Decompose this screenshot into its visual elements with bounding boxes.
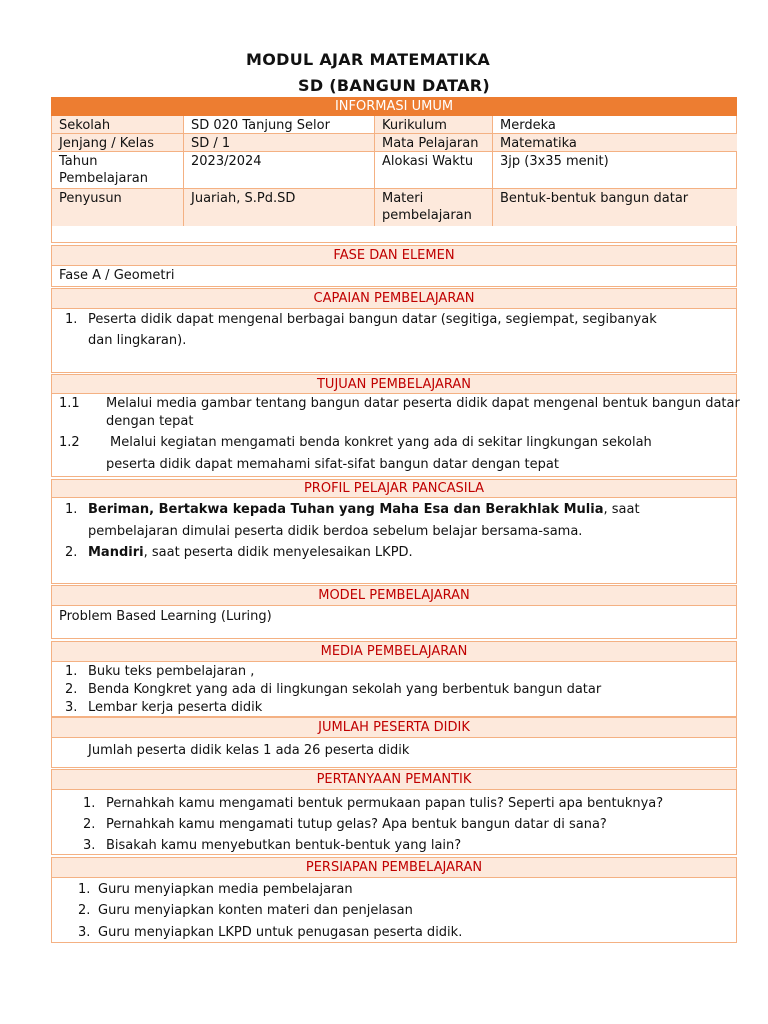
tujuan-number: 1.1 [59,396,80,411]
info-label-line: pembelajaran [382,208,472,223]
persiapan-item: Guru menyiapkan LKPD untuk penugasan peserta didik. [98,925,463,940]
profil-line: pembelajaran dimulai peserta didik berdoa sebelum belajar bersama-sama. [88,524,583,539]
info-label: Mata Pelajaran [375,134,493,152]
section-header-tujuan: TUJUAN PEMBELAJARAN [51,374,737,394]
model-text: Problem Based Learning (Luring) [51,606,737,639]
profil-bold: Beriman, Bertakwa kepada Tuhan yang Maha Esa dan Berakhlak Mulia [88,502,604,517]
pemantik-number: 2. [83,817,96,832]
tujuan-line: dengan tepat [106,414,194,429]
info-row-sekolah [52,116,738,134]
info-label [52,152,184,189]
persiapan-item: Guru menyiapkan media pembelajaran [98,882,353,897]
capaian-line: Peserta didik dapat mengenal berbagai bangun datar (segitiga, segiempat, segibanyak [88,312,657,327]
document-title: MODUL AJAR MATEMATIKA [246,50,491,69]
persiapan-number: 3. [78,925,91,940]
profil-number: 1. [65,502,78,517]
info-label: Alokasi Waktu [375,152,493,189]
pemantik-item: Bisakah kamu menyebutkan bentuk-bentuk yang lain? [106,838,462,853]
section-header-profil: PROFIL PELAJAR PANCASILA [51,479,737,498]
jumlah-text: Jumlah peserta didik kelas 1 ada 26 peserta didik [51,738,737,768]
info-value: Juariah, S.Pd.SD [184,189,375,226]
spacer-row [51,226,737,243]
capaian-number: 1. [65,312,78,327]
media-item: Lembar kerja peserta didik [88,700,263,715]
profil-rest: , saat peserta didik menyelesaikan LKPD. [143,545,413,560]
pemantik-item: Pernahkah kamu mengamati tutup gelas? Apa bentuk bangun datar di sana? [106,817,607,832]
profil-item [88,544,413,562]
document-subtitle: SD (BANGUN DATAR) [298,76,490,95]
info-label-line: Pembelajaran [59,171,148,186]
section-header-informasi-umum: INFORMASI UMUM [51,97,737,116]
info-label-line: Materi [382,191,424,206]
section-header-jumlah: JUMLAH PESERTA DIDIK [51,717,737,738]
info-value: Merdeka [493,116,737,134]
info-label [375,189,493,226]
tujuan-content [51,394,740,477]
pemantik-content [51,790,737,855]
persiapan-content [51,878,737,943]
tujuan-line: Melalui media gambar tentang bangun datar peserta didik dapat mengenal bentuk bangun datar [106,396,740,411]
profil-rest: , saat [603,502,640,517]
capaian-line: dan lingkaran). [88,333,187,348]
media-number: 1. [65,664,78,679]
persiapan-number: 1. [78,882,91,897]
pemantik-item: Pernahkah kamu mengamati bentuk permukaan papan tulis? Seperti apa bentuknya? [106,796,664,811]
section-header-capaian: CAPAIAN PEMBELAJARAN [51,288,737,309]
info-label: Jenjang / Kelas [52,134,184,152]
profil-item [88,501,640,519]
section-header-fase: FASE DAN ELEMEN [51,245,737,266]
capaian-content [51,309,737,373]
media-number: 3. [65,700,78,715]
info-row-jenjang [52,134,738,152]
info-label: Kurikulum [375,116,493,134]
tujuan-number: 1.2 [59,435,80,450]
section-header-media: MEDIA PEMBELAJARAN [51,641,737,662]
media-item: Buku teks pembelajaran , [88,664,255,679]
info-value: Matematika [493,134,737,152]
media-content [51,662,737,717]
info-table [51,116,737,226]
info-label: Sekolah [52,116,184,134]
profil-bold: Mandiri [88,545,144,560]
fase-text: Fase A / Geometri [51,266,737,287]
profil-number: 2. [65,545,78,560]
info-value: 3jp (3x35 menit) [493,152,737,189]
info-row-tahun [52,152,738,189]
tujuan-line: Melalui kegiatan mengamati benda konkret yang ada di sekitar lingkungan sekolah [110,435,652,450]
media-number: 2. [65,682,78,697]
info-value: Bentuk-bentuk bangun datar [493,189,737,226]
profil-content [51,498,737,584]
info-label: Penyusun [52,189,184,226]
info-value: 2023/2024 [184,152,375,189]
pemantik-number: 3. [83,838,96,853]
tujuan-line: peserta didik dapat memahami sifat-sifat bangun datar dengan tepat [106,457,559,472]
section-header-persiapan: PERSIAPAN PEMBELAJARAN [51,857,737,878]
info-value: SD / 1 [184,134,375,152]
info-row-penyusun [52,189,738,226]
info-value: SD 020 Tanjung Selor [184,116,375,134]
section-header-pemantik: PERTANYAAN PEMANTIK [51,769,737,790]
persiapan-number: 2. [78,903,91,918]
pemantik-number: 1. [83,796,96,811]
section-header-model: MODEL PEMBELAJARAN [51,585,737,606]
persiapan-item: Guru menyiapkan konten materi dan penjelasan [98,903,413,918]
info-label-line: Tahun [59,154,98,169]
media-item: Benda Kongkret yang ada di lingkungan sekolah yang berbentuk bangun datar [88,682,602,697]
